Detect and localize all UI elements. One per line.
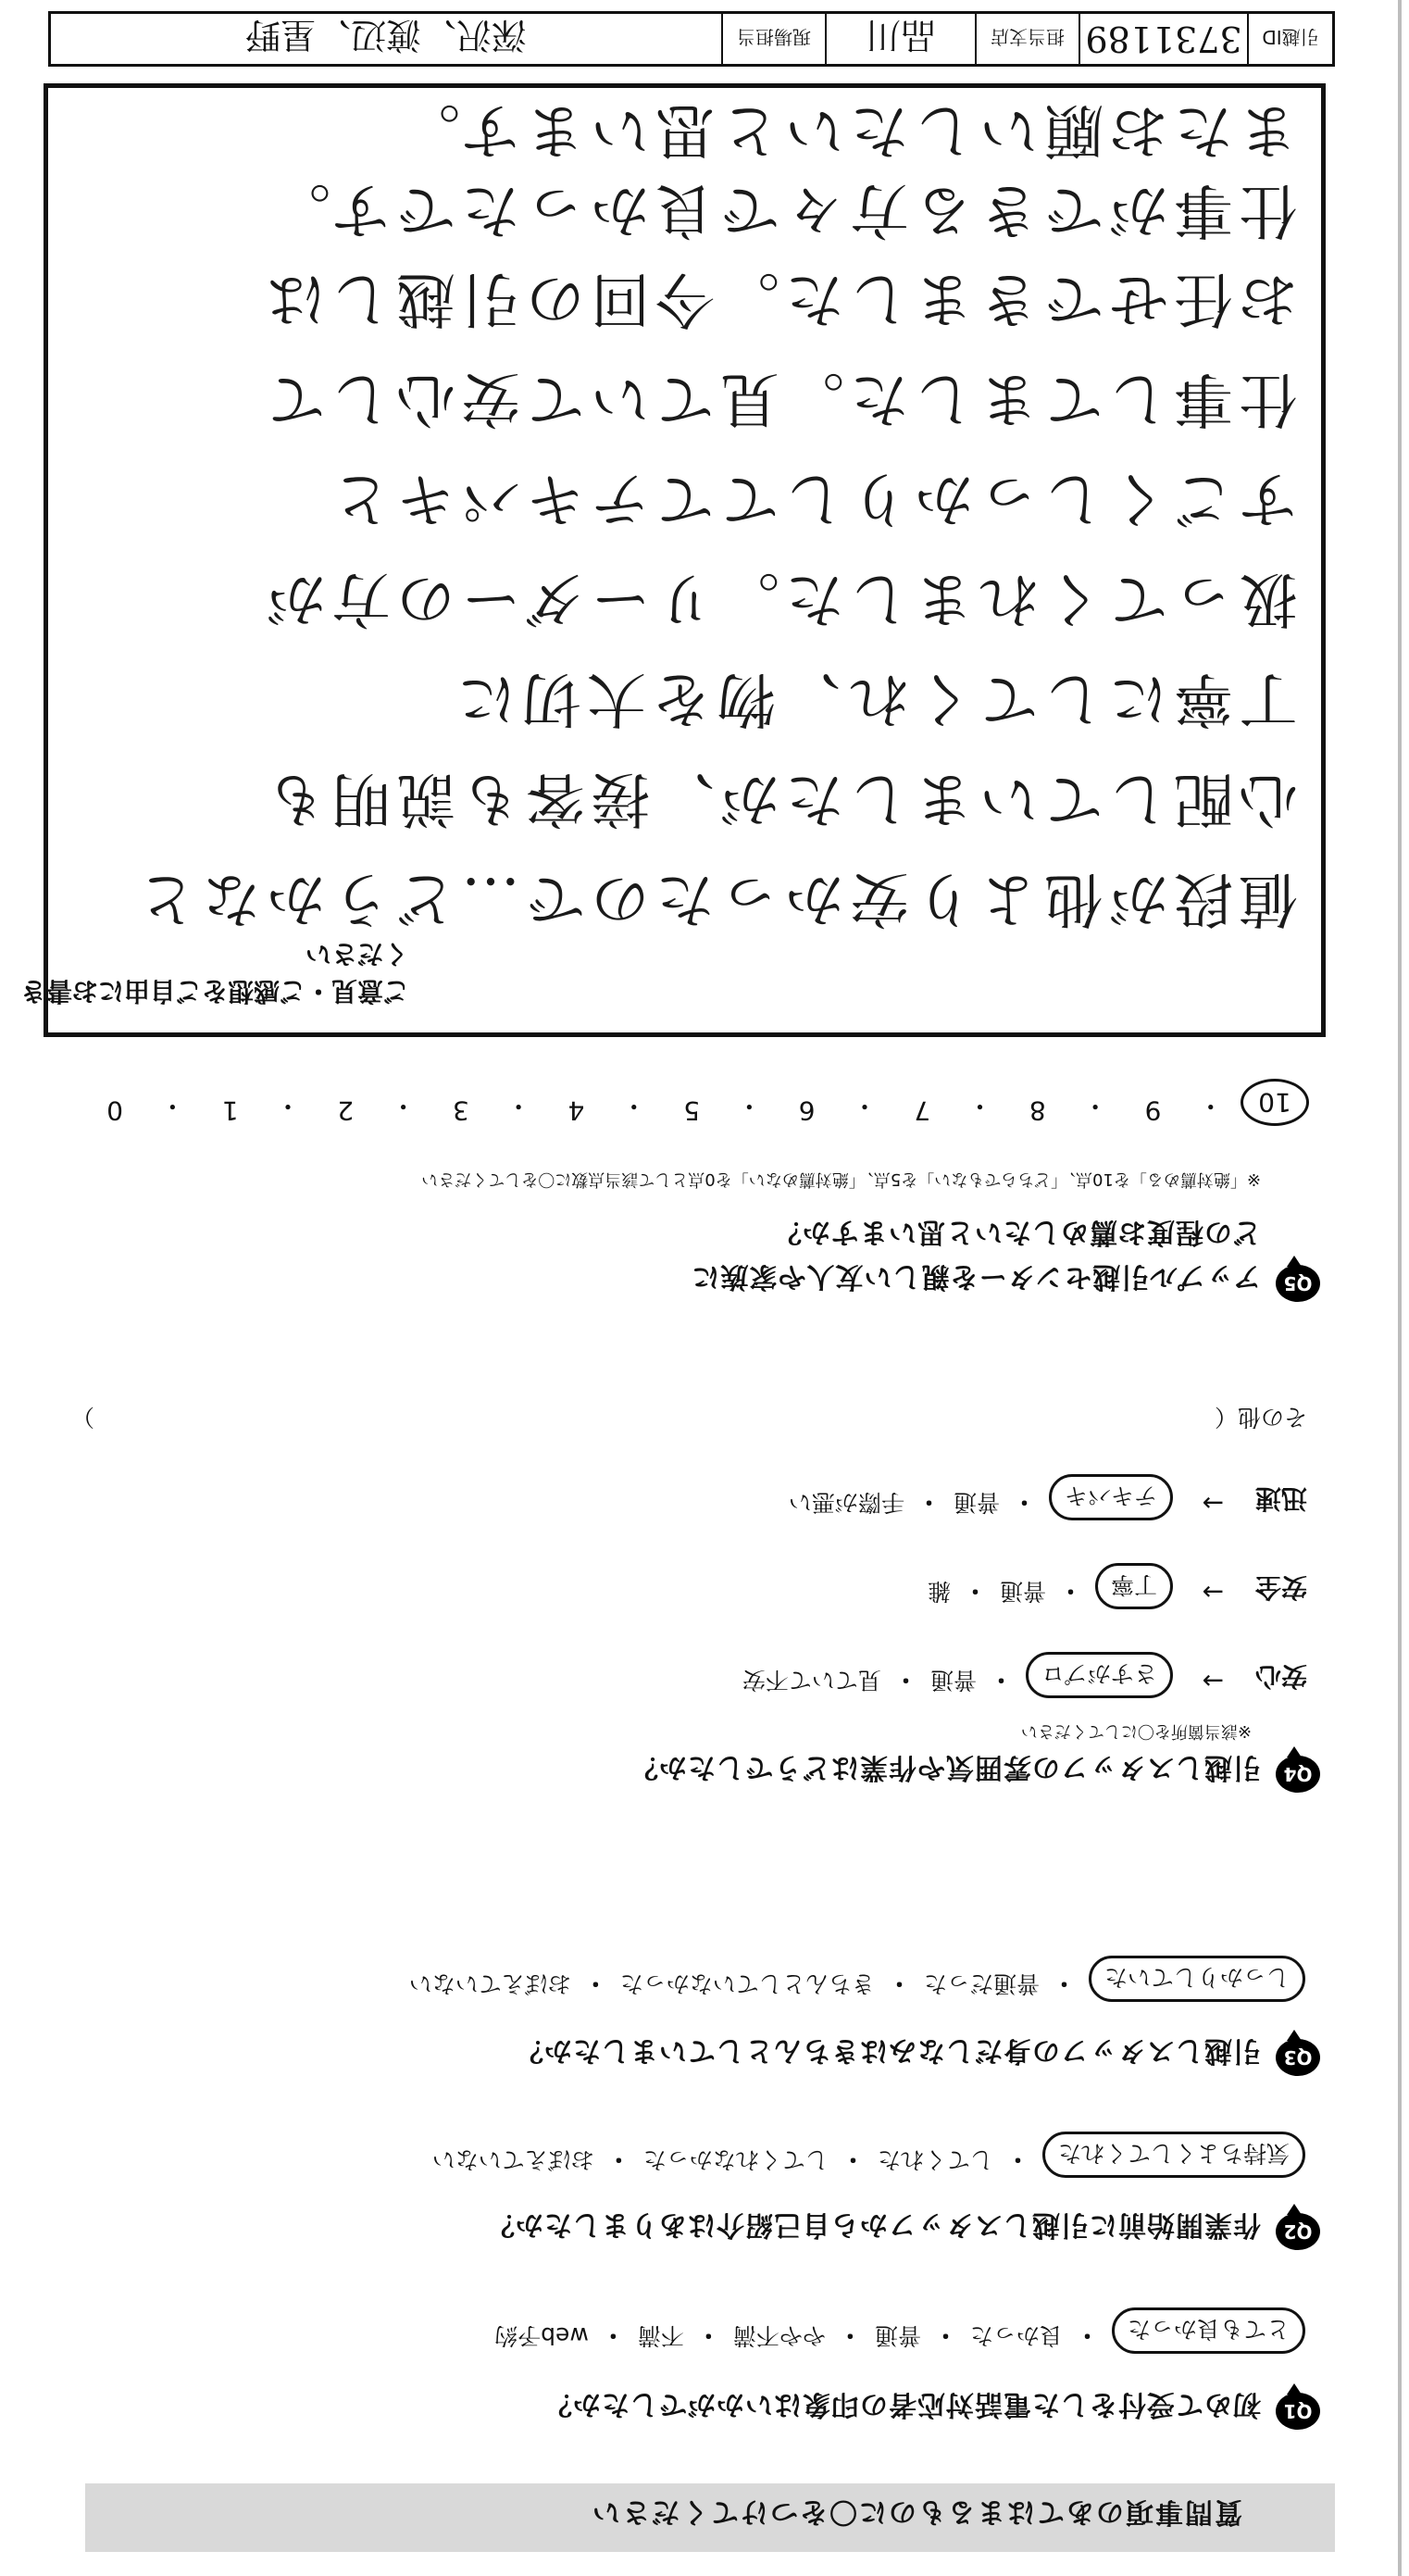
q2-option[interactable]: してくれなかった [642, 2146, 829, 2173]
scan-edge [1398, 0, 1402, 2576]
q2-question: 作業開始前に引越しスタッフから自己紹介はありましたか？ [486, 2208, 1261, 2241]
scale-option[interactable]: 9 [1144, 1095, 1162, 1126]
scale-option[interactable]: 5 [683, 1095, 700, 1126]
q3-option[interactable]: 普通だった [923, 1970, 1040, 1997]
q4-row-options: 丁寧 ・ 普通 ・ 雑 [928, 1563, 1173, 1609]
scale-option[interactable]: 6 [798, 1095, 816, 1126]
q4-option[interactable]: 見ていて不安 [742, 1667, 881, 1694]
q4-badge: Q4 [1276, 1756, 1320, 1793]
q2-option[interactable]: してくれた [877, 2146, 993, 2173]
q1-badge: Q1 [1276, 2393, 1320, 2430]
q1-option[interactable]: 不満 [637, 2322, 684, 2349]
q5-scale: 10 ・ 9 ・ 8 ・ 7 ・ 6 ・ 5 ・ 4 ・ 3 ・ 2 ・ 1 ・ 0 [87, 1079, 1309, 1126]
scale-option[interactable]: 1 [221, 1095, 239, 1126]
q3-options: しっかりしていた ・ 普通だった ・ きちんとしていなかった ・ おぼえていない [409, 1956, 1305, 2002]
comment-line: 丁寧にしてくれ、物を大切に [452, 664, 1298, 732]
q4-option[interactable]: 普通 [953, 1489, 1000, 1516]
q1-option[interactable]: 普通 [874, 2322, 921, 2349]
q4-row-label: 迅速 [1254, 1483, 1307, 1514]
q1-option[interactable]: web予約 [494, 2322, 589, 2349]
q4-row-label: 安全 [1254, 1572, 1307, 1603]
q4-row-options: テキパキ ・ 普通 ・ 手際が悪い [789, 1474, 1173, 1520]
q4-option[interactable]: 普通 [999, 1578, 1046, 1605]
q4-row-options: さすがプロ ・ 普通 ・ 見ていて不安 [742, 1652, 1173, 1698]
comment-line: 心配していましたが、接客も説明も [261, 764, 1298, 832]
scale-option-selected[interactable]: 10 [1241, 1079, 1309, 1126]
arrow-right-icon: → [1202, 1577, 1224, 1607]
q5-badge: Q5 [1276, 1265, 1320, 1302]
q3-option-selected[interactable]: しっかりしていた [1089, 1956, 1305, 2002]
q5-note: ※「絶対薦める」を10点、「どちらでもない」を5点、「絶対薦めない」を0点として該当点数に〇をしてください [421, 1169, 1261, 1189]
staff-value: 深沢、渡辺、星野 [245, 15, 528, 56]
comment-title: ご意見・ご感想をご自由にお書きください [19, 939, 409, 1007]
q1-option-selected[interactable]: とても良かった [1112, 2307, 1305, 2354]
q4-option[interactable]: 手際が悪い [788, 1489, 904, 1516]
q4-option-selected[interactable]: テキパキ [1049, 1474, 1173, 1520]
q4-other-label: その他（ [1214, 1404, 1307, 1431]
q4-other-close-paren: ） [70, 1404, 94, 1431]
q1-option[interactable]: やや不満 [732, 2322, 826, 2349]
q4-row-label: 安心 [1254, 1661, 1307, 1692]
q3-badge: Q3 [1276, 2039, 1320, 2076]
q4-other-close [71, 1402, 94, 1435]
q4-other [1215, 1402, 1307, 1435]
scale-option[interactable]: 4 [567, 1095, 585, 1126]
branch-value: 品川 [825, 14, 975, 64]
footer-table [48, 11, 1335, 67]
q2-option-selected[interactable]: 気持ちよくしてくれた [1042, 2132, 1305, 2178]
q4-option[interactable]: 普通 [929, 1667, 977, 1694]
q2-option[interactable]: おぼえていない [431, 2146, 594, 2173]
staff-label: 現場担当 [721, 14, 825, 64]
q5-question-line1: アップル引越センターを親しい友人や家族に [691, 1260, 1261, 1293]
arrow-right-icon: → [1202, 1488, 1224, 1519]
q1-option[interactable]: 良かった [969, 2322, 1063, 2349]
q3-question: 引越しスタッフの身だしなみはきちんとしていましたか？ [515, 2034, 1261, 2067]
id-label: 引越ID [1247, 14, 1332, 64]
scale-option[interactable]: 3 [452, 1095, 469, 1126]
q2-options: 気持ちよくしてくれた ・ してくれた ・ してくれなかった ・ おぼえていない [432, 2132, 1305, 2178]
q4-note: ※該当箇所を〇にしてください [1020, 1721, 1252, 1741]
q1-question: 初めて受付をした電話対応者の印象はいかがでしたか？ [543, 2388, 1261, 2420]
comment-line: またお願いしたいと思います。 [395, 95, 1298, 164]
comment-line: 仕事ができる方々で良かったです。 [266, 175, 1298, 244]
q1-options: とても良かった ・ 良かった ・ 普通 ・ やや不満 ・ 不満 ・ web予約 [494, 2307, 1305, 2354]
branch-label: 担当支店 [975, 14, 1079, 64]
q4-option-selected[interactable]: さすがプロ [1026, 1652, 1173, 1698]
q5-question-line2: どの程度お薦めしたいと思いますか？ [773, 1216, 1261, 1248]
scale-option[interactable]: 2 [337, 1095, 355, 1126]
q2-badge: Q2 [1276, 2213, 1320, 2250]
comment-line: すごくしっかりしててテキパキと [326, 464, 1298, 532]
q4-question: 引越しスタッフの雰囲気や作業はどうでしたか？ [630, 1751, 1261, 1783]
q3-option[interactable]: おぼえていない [408, 1970, 571, 1997]
scale-option[interactable]: 7 [914, 1095, 931, 1126]
q3-option[interactable]: きちんとしていなかった [619, 1970, 875, 1997]
instructions-header: 質問事項のあてはまるものに〇をつけてください [591, 2495, 1242, 2528]
comment-line: 扱ってくれました。リーダーの方が [261, 564, 1298, 632]
comment-line: 仕事してました。見ていて安心して [261, 364, 1298, 432]
comment-line: お任せできました。今回の引越しは [261, 264, 1298, 332]
id-value: 3731189 [1079, 14, 1247, 64]
scale-option[interactable]: 8 [1029, 1095, 1046, 1126]
comment-line: 値段が他より安かったので…どうかなと [131, 864, 1298, 932]
q4-option-selected[interactable]: 丁寧 [1095, 1563, 1173, 1609]
arrow-right-icon: → [1202, 1666, 1224, 1696]
scale-option[interactable]: 0 [106, 1095, 123, 1126]
q4-option[interactable]: 雑 [927, 1578, 951, 1605]
